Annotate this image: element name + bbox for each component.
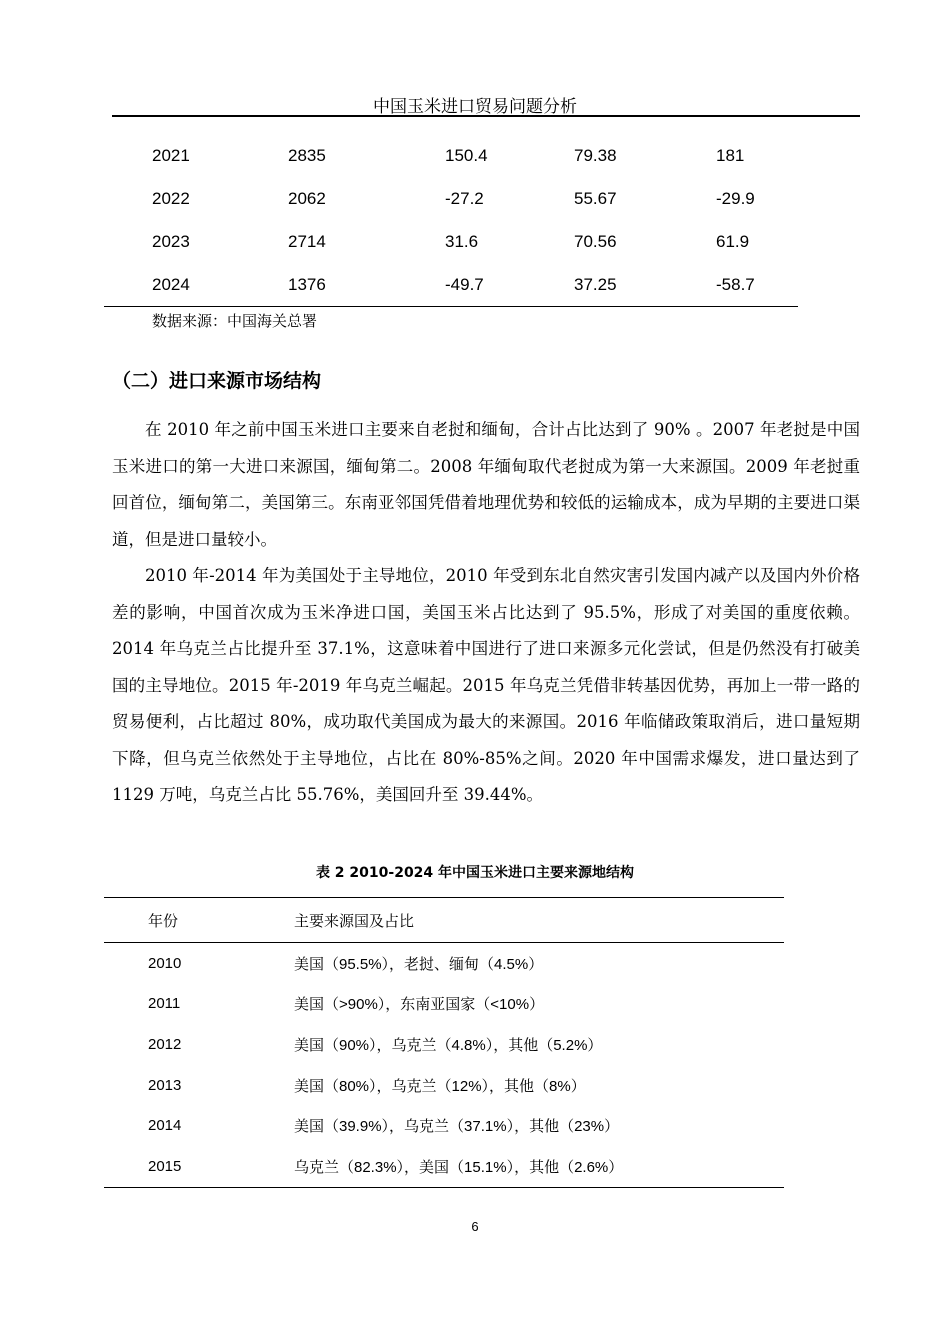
column-header-year: 年份: [104, 898, 294, 943]
table-caption: 表 2 2010-2024 年中国玉米进口主要来源地结构: [315, 865, 635, 881]
paragraph: 2010 年-2014 年为美国处于主导地位，2010 年受到东北自然灾害引发国内减产以及国内外价格差的影响，中国首次成为玉米净进口国，美国玉米占比达到了 95.5%，形成了对美国的重度依赖。2014 年乌克兰占比提升至 37.1%，这意味着中国进行了进口来源多元化尝试，但是仍然没有打破美国的主导地位。2015 年-2019 年乌克兰崛起。2015 年乌克兰凭借非转基因优势，再加上一带一路的贸易便利，占比超过 80%，成功取代美国成为最大的来源国。2016 年临储政策取消后，进口量短期下降，但乌克兰依然处于主导地位，占比在 80%-85%之间。2020 年中国需求爆发，进口量达到了 1129 万吨，乌克兰占比 55.76%，美国回升至 39.44%。: [112, 566, 860, 804]
header-rule: [112, 115, 860, 117]
table-cell: 美国（80%），乌克兰（12%），其他（8%）: [294, 1077, 586, 1095]
table-cell: 2013: [148, 1076, 182, 1094]
table-cell: 2023: [152, 231, 190, 251]
table-header-row: [104, 898, 784, 943]
table-cell: 31.6: [445, 231, 479, 251]
table-row: [104, 220, 798, 263]
table-cell: 2011: [148, 995, 181, 1013]
table-cell: 2062: [288, 188, 326, 208]
table-row: [104, 943, 784, 984]
data-source-note: 数据来源：中国海关总署: [152, 312, 318, 330]
table-cell: 37.25: [574, 263, 716, 307]
table-cell: 2022: [152, 188, 190, 208]
table-row: [104, 1024, 784, 1065]
table-row: [104, 1065, 784, 1106]
table-row: [104, 984, 784, 1025]
table-cell: 2012: [148, 1035, 182, 1053]
table-cell: 2835: [288, 145, 326, 165]
table-cell: 61.9: [716, 231, 750, 251]
table-cell: 181: [716, 145, 745, 165]
table-cell: -29.9: [716, 188, 755, 208]
import-volume-table: [104, 134, 798, 307]
table-cell: 2010: [148, 954, 182, 972]
table-cell: 2024: [104, 263, 288, 307]
page-number: 6: [471, 1219, 479, 1234]
table-row: [104, 177, 798, 220]
table-cell: 2714: [288, 231, 326, 251]
table-cell: -49.7: [445, 263, 574, 307]
table-row: [104, 1105, 784, 1146]
column-header-sources: 主要来源国及占比: [294, 898, 784, 943]
table-cell: 美国（39.9%），乌克兰（37.1%），其他（23%）: [294, 1118, 620, 1136]
table-cell: 2015: [104, 1146, 294, 1187]
table-cell: 美国（95.5%），老挝、缅甸（4.5%）: [294, 955, 544, 973]
body-text: [112, 412, 860, 814]
table-cell: 乌克兰（82.3%），美国（15.1%），其他（2.6%）: [294, 1146, 784, 1187]
table-row: [104, 134, 798, 177]
table-cell: 美国（90%），乌克兰（4.8%），其他（5.2%）: [294, 1036, 603, 1054]
table-cell: 1376: [288, 263, 445, 307]
table-row: [104, 263, 798, 307]
table-cell: 70.56: [574, 231, 617, 251]
table-cell: 2021: [152, 145, 190, 165]
section-heading: （二）进口来源市场结构: [112, 370, 322, 392]
table-cell: 55.67: [574, 188, 617, 208]
table-cell: 150.4: [445, 145, 488, 165]
table-cell: 79.38: [574, 145, 617, 165]
table-cell: -27.2: [445, 188, 484, 208]
table-cell: -58.7: [716, 263, 798, 307]
running-header: 中国玉米进口贸易问题分析: [373, 97, 577, 117]
table-row: [104, 1146, 784, 1187]
source-structure-table: [104, 897, 784, 1188]
paragraph: 在 2010 年之前中国玉米进口主要来自老挝和缅甸，合计占比达到了 90% 。2007 年老挝是中国玉米进口的第一大进口来源国，缅甸第二。2008 年缅甸取代老挝成为第一大来源国。2009 年老挝重回首位，缅甸第二，美国第三。东南亚邻国凭借着地理优势和较低的运输成本，成为早期的主要进口渠道，但是进口量较小。: [112, 420, 860, 549]
table-cell: 2014: [148, 1117, 182, 1135]
table-cell: 美国（>90%），东南亚国家（<10%）: [294, 996, 545, 1014]
